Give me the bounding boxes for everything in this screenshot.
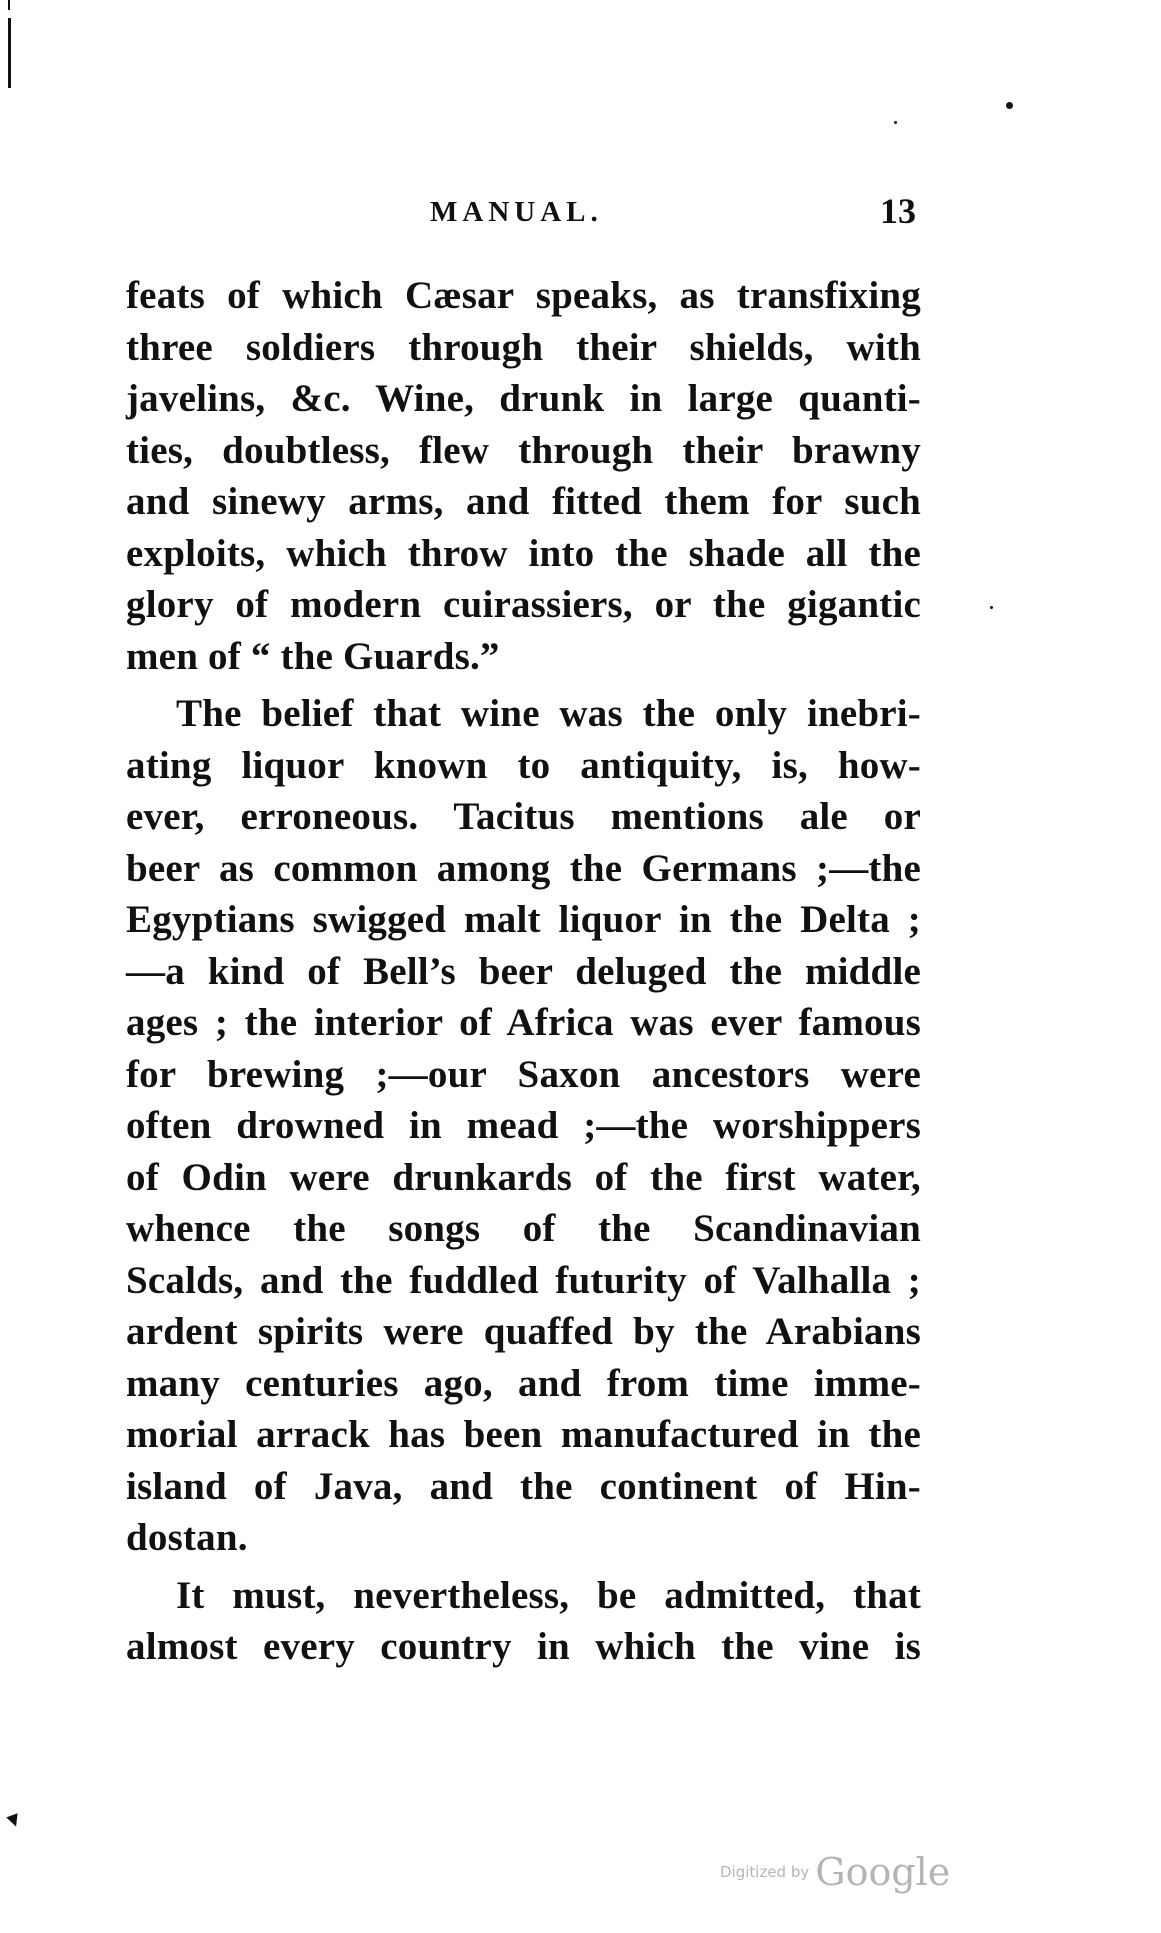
text-line: of Odin were drunkards of the first water, [126,1155,921,1199]
text-line: feats of which Cæsar speaks, as transfixing [126,274,921,317]
text-line: morial arrack has been manufactured in the [126,1413,921,1456]
text-line: It must, nevertheless, be admitted, that [176,1573,921,1617]
text-line: almost every country in which the vine is [126,1625,921,1668]
text-line: beer as common among the Germans ;—the [126,846,921,890]
digitized-watermark [720,1850,950,1894]
text-line: The belief that wine was the only inebri- [176,692,921,735]
text-line: for brewing ;—our Saxon ancestors were [126,1052,921,1096]
text-line: ties, doubtless, flew through their brawny [126,428,921,472]
text-line: and sinewy arms, and fitted them for such [126,480,921,523]
scan-mark [990,606,993,609]
text-line: javelins, &c. Wine, drunk in large quanti- [126,377,921,420]
scan-mark [1006,102,1013,109]
scan-mark [8,0,10,10]
text-line: many centuries ago, and from time imme- [126,1361,921,1405]
text-line: men of “ the Guards.” [126,634,500,678]
watermark-prefix: Digitized by [720,1863,810,1881]
text-line: often drowned in mead ;—the worshippers [126,1104,921,1147]
text-line: dostan. [126,1516,248,1559]
text-line: —a kind of Bell’s beer deluged the middle [126,949,921,993]
text-line: ardent spirits were quaffed by the Arabians [126,1310,921,1353]
text-line: three soldiers through their shields, with [126,325,921,369]
text-line: Scalds, and the fuddled futurity of Valhalla ; [126,1258,921,1302]
text-line: island of Java, and the continent of Hin- [126,1464,921,1508]
running-head: MANUAL. [430,196,603,228]
text-line: ever, erroneous. Tacitus mentions ale or [126,795,921,838]
text-line: exploits, which throw into the shade all the [126,531,921,575]
watermark-logo: Google [815,1850,951,1894]
scan-arrow-icon [6,1813,21,1828]
text-line: whence the songs of the Scandinavian [126,1207,921,1250]
page-number: 13 [880,191,916,231]
text-line: ages ; the interior of Africa was ever famous [126,1001,921,1044]
body-text [126,270,921,1673]
scan-mark [894,121,897,124]
text-line: Egyptians swigged malt liquor in the Delta ; [126,898,921,941]
text-line: ating liquor known to antiquity, is, how- [126,743,921,787]
text-line: glory of modern cuirassiers, or the gigantic [126,583,921,626]
scan-mark [8,18,11,88]
